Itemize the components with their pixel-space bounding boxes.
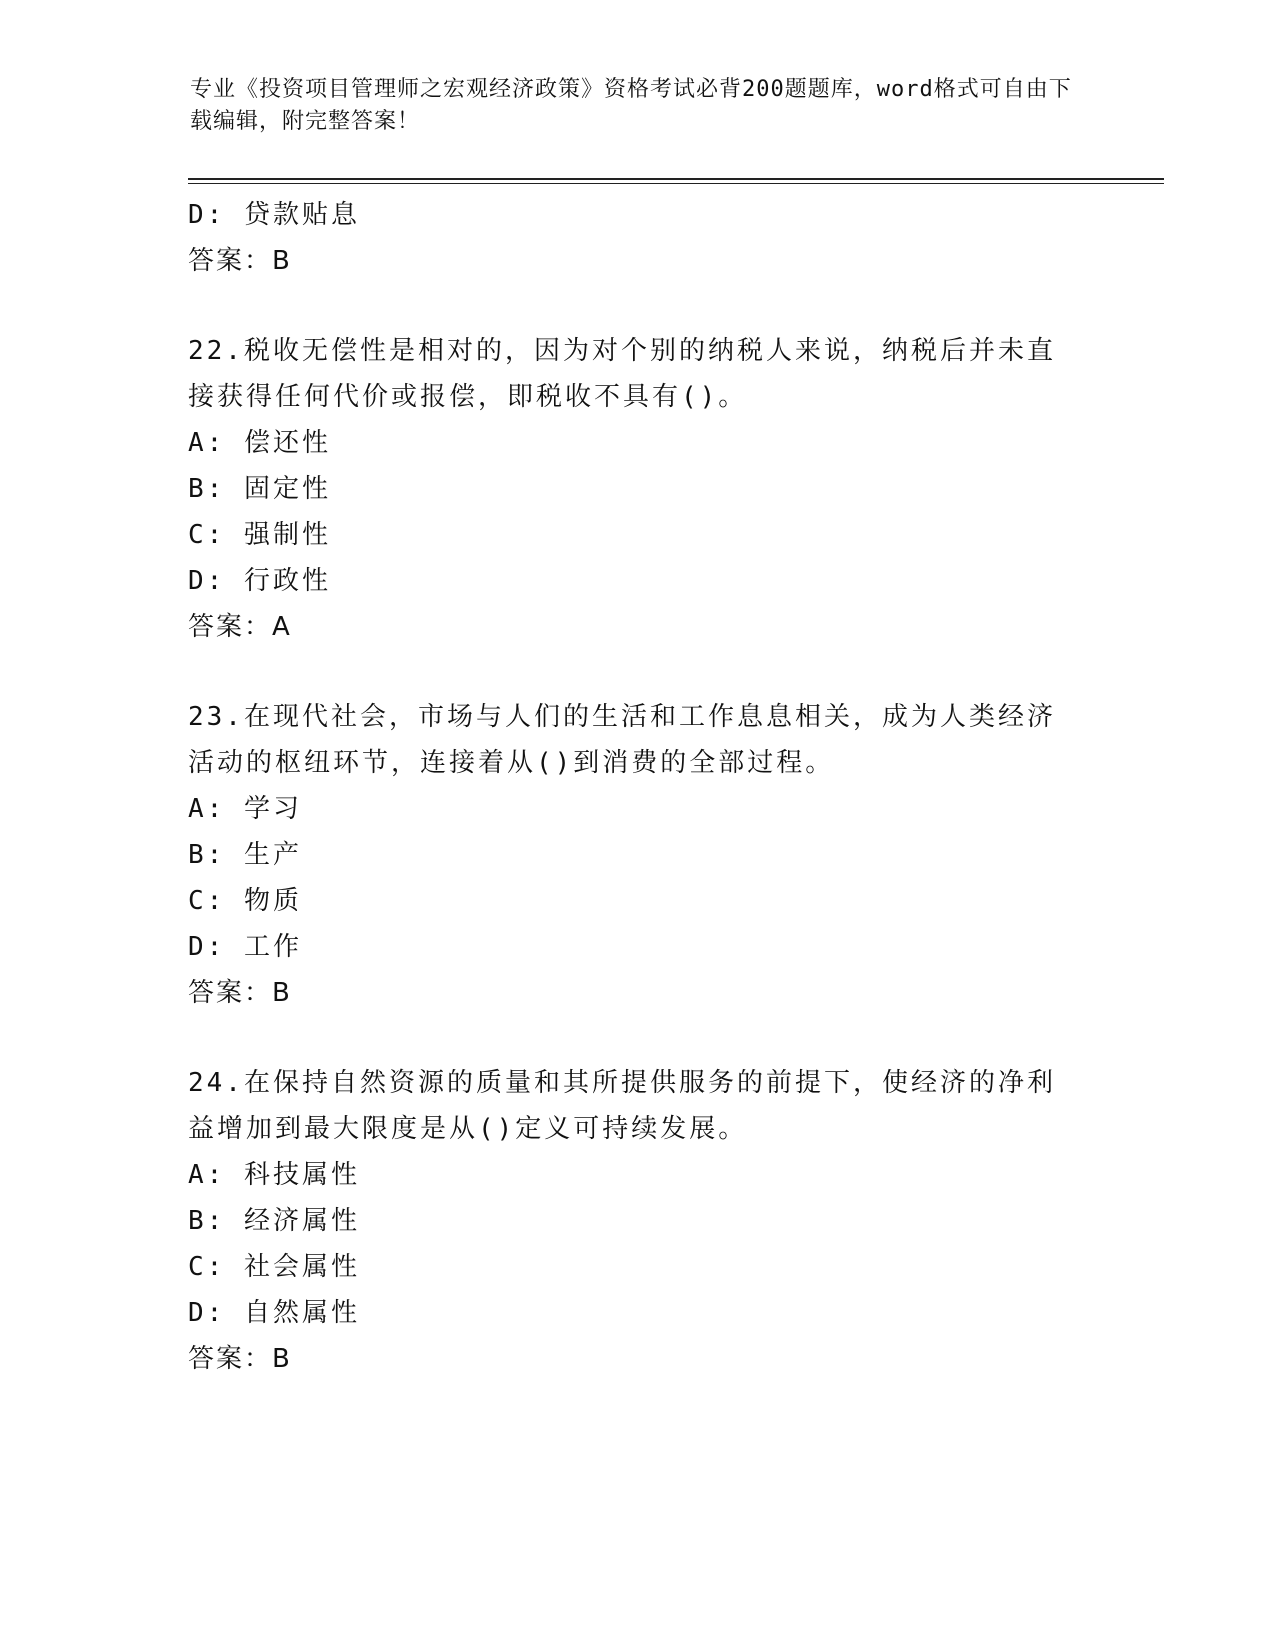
option-d: D: 工作 — [188, 932, 302, 962]
option-b: B: 固定性 — [188, 474, 331, 504]
question-block — [188, 1060, 1088, 1382]
option-b: B: 经济属性 — [188, 1206, 360, 1236]
option-c: C: 社会属性 — [188, 1252, 360, 1282]
answer-line: 答案：A — [188, 612, 292, 642]
option-a: A: 学习 — [188, 794, 302, 824]
option-c: C: 物质 — [188, 886, 302, 916]
question-block — [188, 328, 1088, 650]
option-d: D: 自然属性 — [188, 1298, 360, 1328]
option-c: C: 强制性 — [188, 520, 331, 550]
question-stem: 23.在现代社会，市场与人们的生活和工作息息相关，成为人类经济活动的枢纽环节，连接着从()到消费的全部过程。 — [188, 702, 1056, 778]
question-block — [188, 694, 1088, 1016]
option-d: D: 贷款贴息 — [188, 200, 360, 230]
answer-line: 答案：B — [188, 978, 292, 1008]
question-stem: 22.税收无偿性是相对的，因为对个别的纳税人来说，纳税后并未直接获得任何代价或报偿，即税收不具有()。 — [188, 336, 1056, 412]
answer-line: 答案：B — [188, 246, 292, 276]
answer-line: 答案：B — [188, 1344, 292, 1374]
question-stem: 24.在保持自然资源的质量和其所提供服务的前提下，使经济的净利益增加到最大限度是从()定义可持续发展。 — [188, 1068, 1056, 1144]
option-b: B: 生产 — [188, 840, 302, 870]
option-a: A: 科技属性 — [188, 1160, 360, 1190]
option-d: D: 行政性 — [188, 566, 331, 596]
header-divider — [188, 178, 1164, 184]
option-a: A: 偿还性 — [188, 428, 331, 458]
document-header: 专业《投资项目管理师之宏观经济政策》资格考试必背200题题库，word格式可自由下载编辑，附完整答案！ — [190, 77, 1072, 134]
question-content — [188, 192, 1088, 1382]
